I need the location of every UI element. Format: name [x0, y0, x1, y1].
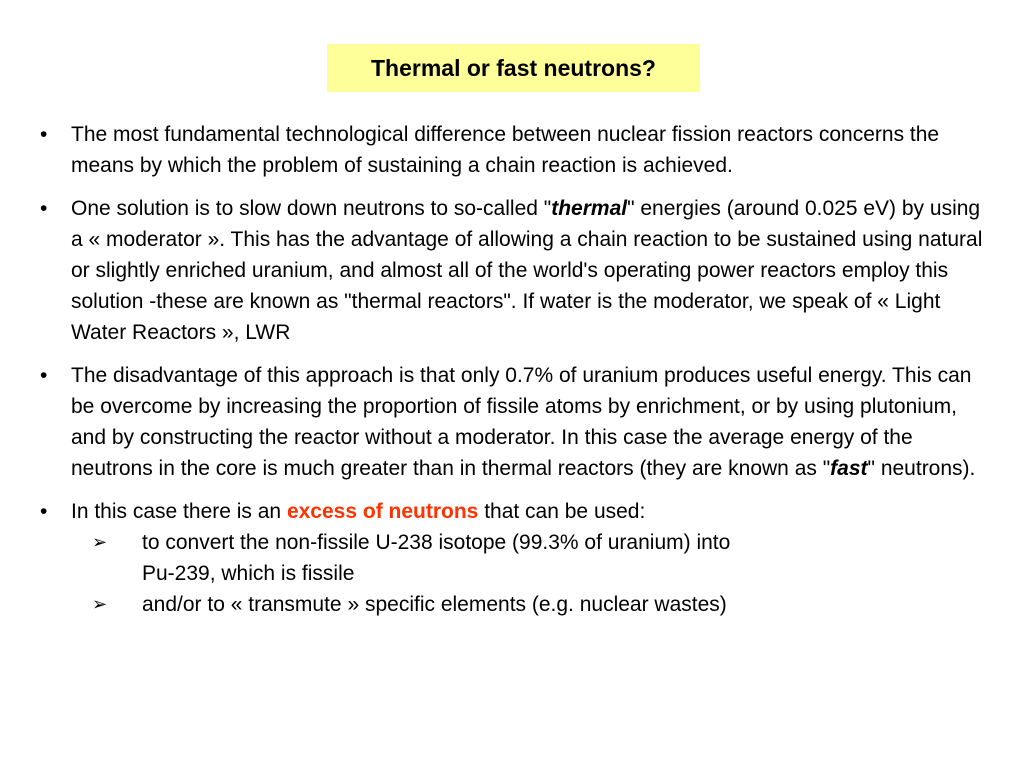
- bullet-text-before: In this case there is an: [71, 500, 287, 523]
- bullet-dot-icon: •: [40, 197, 48, 220]
- bullet-item-2: [38, 193, 988, 348]
- bullet-text-after: that can be used:: [478, 500, 646, 523]
- bullet-item-3: [38, 360, 988, 484]
- arrow-bullet-icon: ➢: [92, 594, 108, 614]
- sub-item-line-2: Pu-239, which is fissile: [142, 562, 355, 585]
- bullet-text-after: " neutrons).: [867, 457, 976, 480]
- slide-title-text: Thermal or fast neutrons?: [371, 54, 656, 81]
- arrow-bullet-icon: ➢: [92, 532, 108, 552]
- bullet-dot-icon: •: [40, 364, 48, 387]
- bullet-text-before: One solution is to slow down neutrons to so-called ": [71, 197, 552, 220]
- bullet-dot-icon: •: [40, 500, 48, 523]
- bullet-item-1: [38, 119, 988, 181]
- bullet-item-4: [38, 496, 988, 527]
- excess-neutrons-highlight: excess of neutrons: [286, 500, 479, 523]
- bullet-text-after: " energies (around 0.025 eV) by using a « moderator ». This has the advantage of allowing a chain reaction to be sustained using natural or slightly enriched uranium, and almost all of the world's operating power reactors employ this solution -these are known as "thermal reactors". If water is the moderator, we speak of « Light Water Reactors », LWR: [71, 197, 983, 344]
- bullet-text: The most fundamental technological difference between nuclear fission reactors concerns the means by which the problem of sustaining a chain reaction is achieved.: [71, 123, 940, 177]
- bullet-dot-icon: •: [40, 123, 48, 146]
- thermal-emphasis: thermal: [551, 197, 628, 220]
- bullet-text-before: The disadvantage of this approach is that only 0.7% of uranium produces useful energy. This can be overcome by increasing the proportion of fissile atoms by enrichment, or by using plutonium, and by constructing the reactor without a moderator. In this case the average energy of the neutrons in the core is much greater than in thermal reactors (they are known as ": [71, 364, 972, 480]
- sub-item-2: [38, 589, 988, 620]
- slide-title: [327, 44, 700, 92]
- sub-item-1: [38, 527, 988, 589]
- bullet-list: [38, 119, 988, 620]
- sub-item-line-1: to convert the non-fissile U-238 isotope (99.3% of uranium) into: [142, 531, 731, 554]
- sub-item-line-1: and/or to « transmute » specific elements (e.g. nuclear wastes): [142, 593, 727, 616]
- fast-emphasis: fast: [830, 457, 868, 480]
